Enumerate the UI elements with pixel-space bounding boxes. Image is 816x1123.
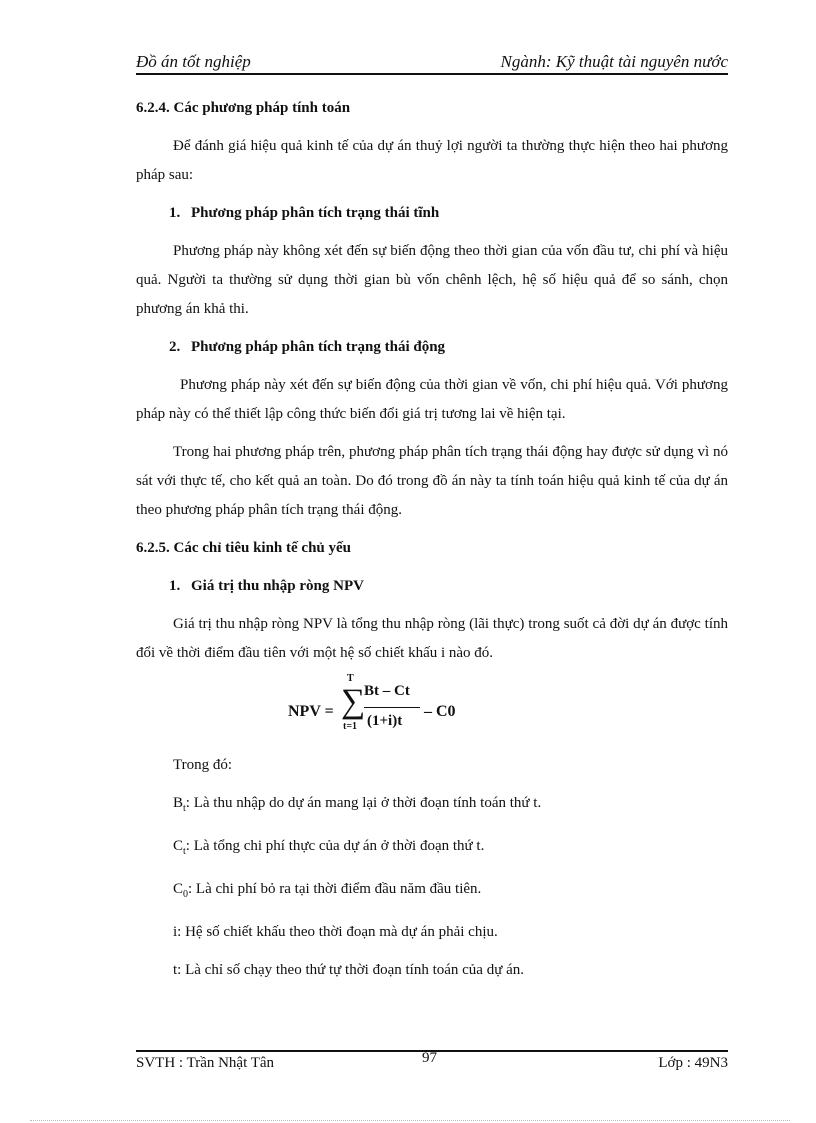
def-subscript: 0 <box>183 889 189 900</box>
def-subscript: t <box>183 846 186 857</box>
def-symbol: C <box>173 881 184 897</box>
definition-c0 <box>136 875 728 909</box>
method-1-title: Phương pháp phân tích trạng thái tĩnh <box>191 205 440 221</box>
method-2-number: 2. <box>169 339 181 355</box>
formula-lhs: NPV = <box>288 703 334 720</box>
method-2-heading <box>136 333 728 362</box>
method-1-heading <box>136 199 728 228</box>
section-625-title: 6.2.5. Các chỉ tiêu kinh tế chủ yếu <box>136 540 352 556</box>
def-text: : Là tổng chi phí thực của dự án ở thời đoạn thứ t. <box>185 838 485 854</box>
definition-i <box>136 918 728 947</box>
formula-denominator: (1+i)t <box>367 713 403 729</box>
npv-description: Giá trị thu nhập ròng NPV là tổng thu nhập ròng (lãi thực) trong suốt cả đời dự án được tính đổi về thời điểm đầu tiên với một hệ số chiết khấu i nào đó. <box>136 616 728 661</box>
method-1-text: Phương pháp này không xét đến sự biến động theo thời gian của vốn đầu tư, chi phí và hiệu quả. Người ta thường sử dụng thời gian bù vốn chênh lệch, hệ số hiệu quả để so sánh, chọn phương án khả thi. <box>136 243 728 317</box>
def-symbol: C <box>173 838 184 854</box>
method-2-text: Phương pháp này xét đến sự biến động của thời gian về vốn, chi phí hiệu quả. Với phương pháp này có thể thiết lập công thức biến đổi giá trị tương lai về hiện tại. <box>136 377 728 422</box>
header-left: Đồ án tốt nghiệp <box>136 52 251 71</box>
page-body <box>136 94 728 994</box>
npv-heading <box>136 572 728 601</box>
method-2-title: Phương pháp phân tích trạng thái động <box>191 339 446 355</box>
sigma-symbol: ∑ <box>341 683 366 720</box>
definition-ct <box>136 832 728 866</box>
section-624-intro: Để đánh giá hiệu quả kinh tế của dự án thuỷ lợi người ta thường thực hiện theo hai phương pháp sau: <box>136 138 728 183</box>
def-text: : Là chi phí bỏ ra tại thời điểm đầu năm đầu tiên. <box>188 881 482 897</box>
footer-class: Lớp : 49N3 <box>658 1055 728 1071</box>
fraction-bar <box>364 707 420 708</box>
def-text: : Hệ số chiết khấu theo thời đoạn mà dự án phải chịu. <box>177 924 498 940</box>
page-edge-divider <box>30 1120 790 1121</box>
def-symbol: B <box>173 795 184 811</box>
page-number: 97 <box>422 1050 437 1066</box>
def-text: : Là chỉ số chạy theo thứ tự thời đoạn tính toán của dự án. <box>177 962 524 978</box>
def-text: : Là thu nhập do dự án mang lại ở thời đoạn tính toán thứ t. <box>185 795 542 811</box>
header-rule <box>136 73 728 75</box>
def-symbol: i <box>173 924 178 940</box>
formula-numerator: Bt – Ct <box>364 683 410 699</box>
def-subscript: t <box>183 803 186 814</box>
npv-formula <box>136 673 728 747</box>
formula-sum-upper: T <box>347 673 354 684</box>
definition-bt <box>136 789 728 823</box>
method-1-number: 1. <box>169 205 181 221</box>
formula-rhs: – C0 <box>424 703 456 720</box>
def-symbol: t <box>173 962 178 978</box>
npv-item-title: Giá trị thu nhập ròng NPV <box>191 578 364 594</box>
section-624-title: 6.2.4. Các phương pháp tính toán <box>136 100 351 116</box>
where-label: Trong đó: <box>173 757 233 773</box>
formula-sum-lower: t=1 <box>343 721 358 732</box>
footer-student: SVTH : Trần Nhật Tân <box>136 1055 275 1071</box>
section-624-conclusion: Trong hai phương pháp trên, phương pháp phân tích trạng thái động hay được sử dụng vì nó sát với thực tế, cho kết quả an toàn. Do đó trong đồ án này ta tính toán hiệu quả kinh tế của dự án theo phương pháp phân tích trạng thái động. <box>136 444 728 518</box>
npv-item-number: 1. <box>169 578 181 594</box>
header-right: Ngành: Kỹ thuật tài nguyên nước <box>500 52 728 71</box>
definition-t <box>136 956 728 985</box>
